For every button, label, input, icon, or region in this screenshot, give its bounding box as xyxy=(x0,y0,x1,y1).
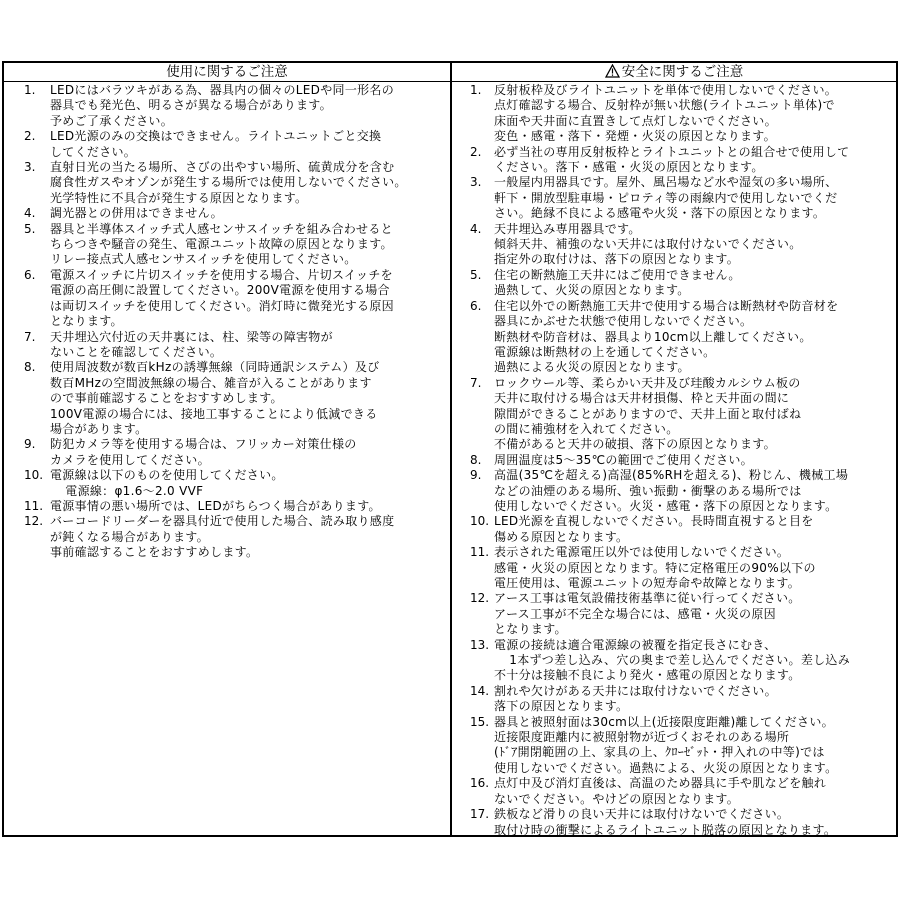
safety-note-item xyxy=(470,514,896,545)
note-number: 12. xyxy=(24,514,44,529)
note-text xyxy=(494,715,896,777)
note-line: 数百MHzの空間波無線の場合、雑音が入ることがあります xyxy=(50,375,372,390)
note-line: 使用周波数が数百kHzの誘導無線（同時通訳システム）及び xyxy=(50,360,380,375)
note-line: リレー接点式人感センサスイッチを使用してください。 xyxy=(50,252,357,267)
usage-note-item xyxy=(24,514,446,560)
safety-note-item xyxy=(470,591,896,637)
note-number: 2. xyxy=(470,144,482,159)
note-line: 不十分は接触不良により発火・感電の原因となります。 xyxy=(494,668,801,683)
note-line: 断熱材や防音材は、器具より10cm以上離してください。 xyxy=(494,329,812,344)
note-line: 天井埋込み専用器具です。 xyxy=(494,221,641,236)
note-line: 指定外の取付けは、落下の原因となります。 xyxy=(494,252,740,267)
note-text xyxy=(494,376,896,453)
usage-note-item xyxy=(24,499,446,514)
safety-notes-heading xyxy=(452,63,896,81)
usage-note-item xyxy=(24,83,446,129)
note-line: 調光器との併用はできません。 xyxy=(50,206,223,221)
safety-note-item xyxy=(470,468,896,514)
note-line: などの油煙のある場所、強い振動・衝撃のある場所では xyxy=(494,483,802,498)
note-text xyxy=(494,299,896,376)
note-line: 反射板枠及びライトユニットを単体で使用しないでください。 xyxy=(494,83,838,97)
note-line: 使用しないでください。過熱による、火災の原因となります。 xyxy=(494,760,838,775)
note-number: 12. xyxy=(470,591,490,606)
note-line: 1本ずつ差し込み、穴の奥まで差し込んでください。差し込み xyxy=(509,653,851,668)
note-line: の間に補強材を入れてください。 xyxy=(494,421,679,436)
note-text xyxy=(494,591,896,637)
note-number: 5. xyxy=(470,267,482,282)
note-line: 過熱による火災の原因となります。 xyxy=(494,360,690,375)
note-number: 8. xyxy=(470,452,482,467)
note-line: が鈍くなる場合があります。 xyxy=(50,529,209,544)
note-line: 不備があると天井の破損、落下の原因となります。 xyxy=(494,437,776,452)
usage-note-item xyxy=(24,129,446,160)
note-line: 点灯中及び消灯直後は、高温のため器具に手や肌などを触れ xyxy=(494,776,827,791)
note-text xyxy=(50,222,446,268)
note-line: 軒下・開放型駐車場・ピロティ等の雨線内で使用しないでくだ xyxy=(494,190,838,205)
safety-note-item xyxy=(470,638,896,684)
safety-note-item xyxy=(470,222,896,268)
note-line: 使用しないでください。火災・感電・落下の原因となります。 xyxy=(494,498,838,513)
note-line: アース工事が不完全な場合には、感電・火災の原因 xyxy=(494,606,776,621)
usage-notes-list xyxy=(24,83,446,561)
note-text xyxy=(50,468,446,499)
warning-triangle-icon xyxy=(605,64,620,78)
note-text xyxy=(494,268,896,299)
safety-note-item xyxy=(470,807,896,838)
usage-note-item xyxy=(24,206,446,221)
note-number: 9. xyxy=(470,468,482,483)
note-line: 電源線：φ1.6～2.0 VVF xyxy=(65,483,204,498)
note-line: 電圧使用は、電源ユニットの短寿命や故障となります。 xyxy=(494,576,801,590)
note-line: ちらつきや騒音の発生、電源ユニット故障の原因となります。 xyxy=(50,237,393,252)
note-line: ください。落下・感電・火災の原因となります。 xyxy=(494,160,764,175)
note-number: 10. xyxy=(24,468,44,483)
note-number: 4. xyxy=(470,221,482,236)
note-line: 器具にかぶせた状態で使用しないでください。 xyxy=(494,314,753,329)
note-text xyxy=(494,545,896,591)
note-line: 住宅以外での断熱施工天井で使用する場合は断熱材や防音材を xyxy=(494,298,839,313)
safety-notes-list xyxy=(470,83,896,838)
note-line: LED光源を直視しないでください。長時間直視すると目を xyxy=(494,514,814,529)
note-line: ないことを確認してください。 xyxy=(50,344,223,359)
note-line: アース工事は電気設備技術基準に従い行ってください。 xyxy=(494,591,801,606)
note-number: 1. xyxy=(470,83,482,97)
safety-note-item xyxy=(470,175,896,221)
note-line: バーコードリーダーを器具付近で使用した場合、読み取り感度 xyxy=(50,514,395,529)
note-number: 9. xyxy=(24,437,36,452)
note-line: 防犯カメラ等を使用する場合は、フリッカー対策仕様の xyxy=(50,437,357,452)
note-text xyxy=(494,514,896,545)
note-line: ロックウール等、柔らかい天井及び珪酸カルシウム板の xyxy=(494,375,801,390)
note-number: 3. xyxy=(470,175,482,190)
note-line: 変色・感電・落下・発煙・火災の原因となります。 xyxy=(494,129,776,144)
safety-note-item xyxy=(470,268,896,299)
note-number: 11. xyxy=(470,545,490,560)
note-text xyxy=(494,468,896,514)
note-number: 8. xyxy=(24,360,36,375)
note-line: してください。 xyxy=(50,144,137,159)
note-number: 13. xyxy=(470,637,490,652)
note-text xyxy=(494,175,896,221)
note-line: 一般屋内用器具です。屋外、風呂場など水や湿気の多い場所、 xyxy=(494,175,838,190)
notice-table xyxy=(2,61,898,837)
safety-note-item xyxy=(470,83,896,145)
note-line: 住宅の断熱施工天井にはご使用できません。 xyxy=(494,267,741,282)
note-line: 予めご了承ください。 xyxy=(50,113,174,128)
note-number: 11. xyxy=(24,498,44,513)
note-line: 周囲温度は5～35℃の範囲でご使用ください。 xyxy=(494,452,753,467)
note-number: 15. xyxy=(470,714,490,729)
note-line: ないでください。やけどの原因となります。 xyxy=(494,791,740,806)
note-text xyxy=(494,776,896,807)
note-line: LEDにはバラツキがある為、器具内の個々のLEDや同一形名の xyxy=(50,83,395,97)
note-number: 2. xyxy=(24,129,36,144)
note-line: 天井埋込穴付近の天井裏には、柱、梁等の障害物が xyxy=(50,329,333,344)
note-text xyxy=(494,453,896,468)
note-line: 割れや欠けがある天井には取付けないでください。 xyxy=(494,683,777,698)
note-line: 隙間ができることがありますので、天井上面と取付ばね xyxy=(494,406,802,421)
note-text xyxy=(50,160,446,206)
note-number: 1. xyxy=(24,83,36,97)
note-number: 4. xyxy=(24,206,36,221)
note-text xyxy=(50,83,446,129)
safety-note-item xyxy=(470,453,896,468)
note-text xyxy=(50,129,446,160)
note-line: さい。絶縁不良による感電や火災・落下の原因となります。 xyxy=(494,206,826,221)
usage-note-item xyxy=(24,222,446,268)
note-number: 6. xyxy=(470,298,482,313)
note-line: 電源の高圧側に設置してください。200V電源を使用する場合 xyxy=(50,283,390,298)
note-text xyxy=(50,360,446,437)
note-line: LED光源のみの交換はできません。ライトユニットごと交換 xyxy=(50,129,382,144)
note-line: 電源線は以下のものを使用してください。 xyxy=(50,468,284,483)
note-number: 7. xyxy=(24,329,36,344)
note-number: 3. xyxy=(24,160,36,175)
note-line: 傷める原因となります。 xyxy=(494,529,629,544)
note-line: 傾斜天井、補強のない天井には取付けないでください。 xyxy=(494,237,802,252)
note-text xyxy=(50,437,446,468)
note-text xyxy=(494,684,896,715)
note-line: 落下の原因となります。 xyxy=(494,699,629,714)
note-line: 器具と半導体スイッチ式人感センサスイッチを組み合わせると xyxy=(50,221,393,236)
safety-note-item xyxy=(470,684,896,715)
note-line: となります。 xyxy=(494,622,567,637)
note-line: 腐食性ガスやオゾンが発生する場所では使用しないでください。 xyxy=(50,175,407,190)
column-divider xyxy=(450,63,452,835)
note-line: 事前確認することをおすすめします。 xyxy=(50,545,259,560)
note-line: 器具と被照射面は30cm以上(近接限度距離)離してください。 xyxy=(494,714,834,729)
note-line: 電源線は断熱材の上を通してください。 xyxy=(494,344,716,359)
usage-note-item xyxy=(24,160,446,206)
safety-note-item xyxy=(470,299,896,376)
note-line: 直射日光の当たる場所、さびの出やすい場所、硫黄成分を含む xyxy=(50,160,395,175)
note-line: は両切スイッチを使用してください。消灯時に微発光する原因 xyxy=(50,298,394,313)
note-line: (ﾄﾞｱ開閉範囲の上、家具の上、ｸﾛｰｾﾞｯﾄ・押入れの中等)では xyxy=(494,745,825,760)
usage-note-item xyxy=(24,268,446,330)
note-number: 7. xyxy=(470,375,482,390)
note-text xyxy=(50,330,446,361)
note-line: となります。 xyxy=(50,314,123,329)
header-divider xyxy=(4,81,896,82)
note-text xyxy=(50,514,446,560)
safety-note-item xyxy=(470,376,896,453)
note-text xyxy=(50,499,446,514)
note-line: 鉄板など滑りの良い天井には取付けないでください。 xyxy=(494,807,790,822)
usage-note-item xyxy=(24,330,446,361)
note-line: 表示された電源電圧以外では使用しないでください。 xyxy=(494,545,790,560)
note-line: カメラを使用してください。 xyxy=(50,452,210,467)
note-line: 電源事情の悪い場所では、LEDがちらつく場合があります。 xyxy=(50,498,381,513)
note-line: 近接限度距離内に被照射物が近づくおそれのある場所 xyxy=(494,730,790,745)
note-line: 光学特性に不具合が発生する原因となります。 xyxy=(50,190,308,205)
safety-note-item xyxy=(470,145,896,176)
note-text xyxy=(50,206,446,221)
note-text xyxy=(494,222,896,268)
note-text xyxy=(494,638,896,684)
usage-note-item xyxy=(24,468,446,499)
note-line: 必ず当社の専用反射板枠とライトユニットとの組合せで使用して xyxy=(494,144,850,159)
note-line: 電源スイッチに片切スイッチを使用する場合、片切スイッチを xyxy=(50,267,393,282)
note-number: 10. xyxy=(470,514,490,529)
note-line: 100V電源の場合には、接地工事することにより低減できる xyxy=(50,406,378,421)
note-line: 点灯確認する場合、反射枠が無い状態(ライトユニット単体)で xyxy=(494,98,835,113)
note-line: 床面や天井面に直置きして点灯しないでください。 xyxy=(494,113,777,128)
note-line: 場合があります。 xyxy=(50,421,148,436)
note-number: 17. xyxy=(470,807,490,822)
note-line: 器具でも発光色、明るさが異なる場合があります。 xyxy=(50,98,332,113)
usage-note-item xyxy=(24,360,446,437)
note-line: 天井に取付ける場合は天井材損傷、枠と天井面の間に xyxy=(494,391,790,406)
note-text xyxy=(494,83,896,145)
safety-notes-title: 安全に関するご注意 xyxy=(621,64,744,80)
safety-note-item xyxy=(470,545,896,591)
note-line: 取付け時の衝撃によるライトユニット脱落の原因となります。 xyxy=(494,822,837,837)
note-line: 電源の接続は適合電源線の被覆を指定長さにむき、 xyxy=(494,637,777,652)
note-line: 過熱して、火災の原因となります。 xyxy=(494,283,690,298)
note-number: 14. xyxy=(470,683,490,698)
safety-note-item xyxy=(470,715,896,777)
note-line: ので事前確認することをおすすめします。 xyxy=(50,391,283,406)
note-number: 16. xyxy=(470,776,490,791)
note-text xyxy=(494,807,896,838)
note-line: 高温(35℃を超える)高湿(85%RHを超える)、粉じん、機械工場 xyxy=(494,468,849,483)
usage-notes-title: 使用に関するご注意 xyxy=(166,64,288,80)
usage-note-item xyxy=(24,437,446,468)
note-line: 感電・火災の原因となります。特に定格電圧の90%以下の xyxy=(494,560,816,575)
safety-note-item xyxy=(470,776,896,807)
note-text xyxy=(494,145,896,176)
note-number: 5. xyxy=(24,221,36,236)
note-number: 6. xyxy=(24,267,36,282)
note-text xyxy=(50,268,446,330)
